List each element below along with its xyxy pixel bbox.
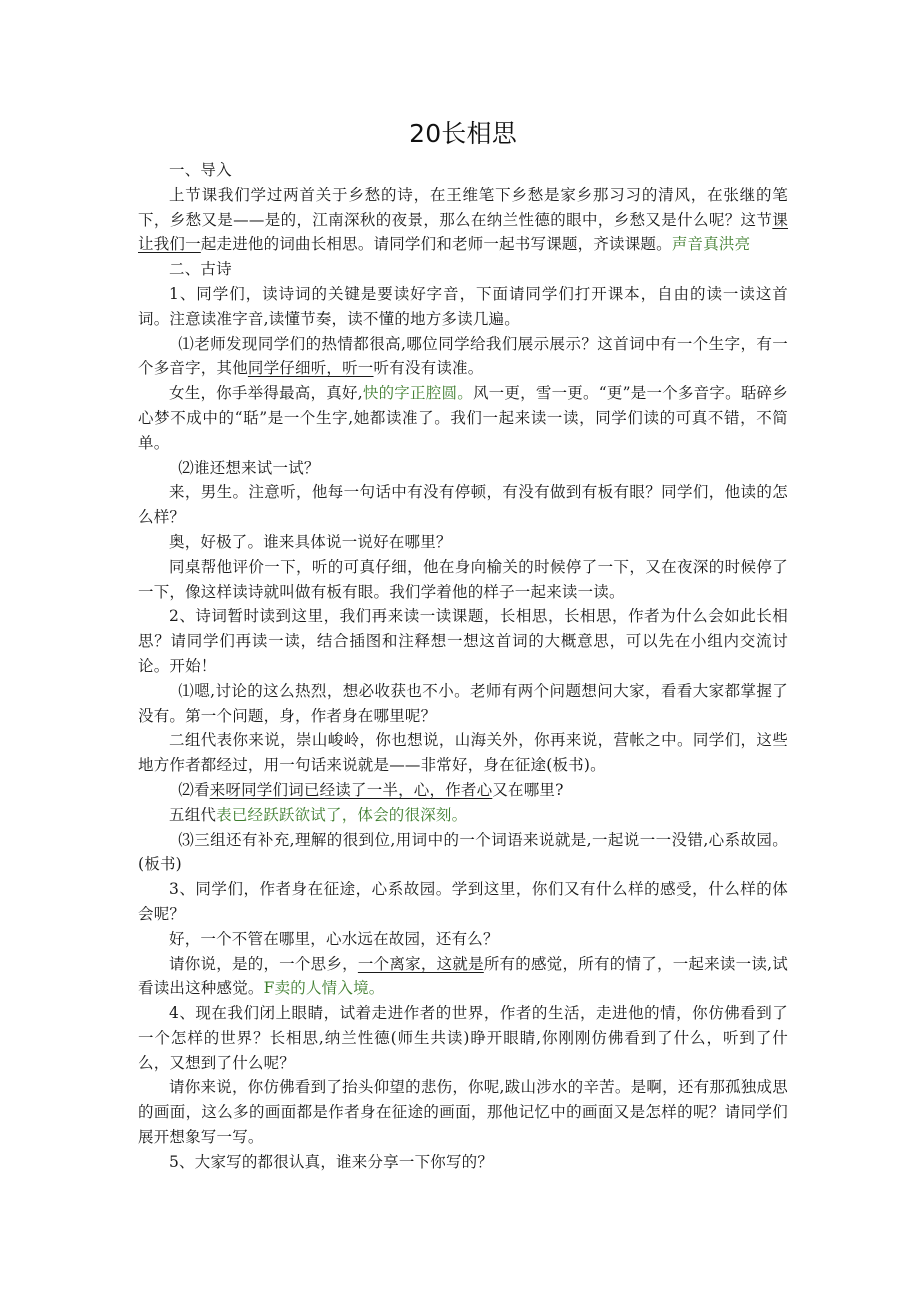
- paragraph-4-1: 请你来说，你仿佛看到了抬头仰望的悲伤，你呢,跋山涉水的辛苦。是啊，还有那孤独成思的画面，这么多的画面都是作者身在征途的画面，那他记忆中的画面又是怎样的呢？请同学们展开想象写一写。: [138, 1078, 788, 1147]
- annotation-text: 表已经跃跃欲试了，体会的很深刻。: [216, 805, 468, 824]
- paragraph-1-6: 同桌帮他评价一下，听的可真仔细，他在身向榆关的时候停了一下，又在夜深的时候停了一下，像这样读诗就叫做有板有眼。我们学着他的样子一起来读一读。: [138, 557, 788, 601]
- paragraph-2: 2、诗词暂时读到这里，我们再来读一读课题，长相思，长相思，作者为什么会如此长相思？请同学们再读一读，结合插图和注释想一想这首词的大概意思，可以先在小组内交流讨论。开始！: [138, 607, 788, 675]
- paragraph-1-2: 女生，你手举得最高，真好,快的字正腔圆。风一更，雪一更。“更”是一个多音字。聒碎乡心梦不成中的“聒”是一个生字,她都读准了。我们一起来读一读，同学们读的可真不错，不简单。: [138, 384, 788, 452]
- paragraph-1-1: ⑴老师发现同学们的热情都很高,哪位同学给我们展示展示？这首词中有一个生字，有一个多音字，其他同学仔细听，听一听有没有读准。: [138, 334, 788, 378]
- annotation-text: 快的字正腔圆。: [362, 384, 473, 403]
- page-title: 20长相思: [409, 119, 517, 148]
- paragraph-1-5: 奥，好极了。谁来具体说一说好在哪里？: [169, 532, 452, 551]
- section-heading-poem: 二、古诗: [169, 260, 232, 279]
- paragraph-2-2: 二组代表你来说，崇山峻岭，你也想说，山海关外，你再来说，营帐之中。同学们，这些地方作者都经过，用一句话来说就是——非常好，身在征途(板书)。: [138, 731, 788, 775]
- annotation-text: 声音真洪亮: [671, 235, 751, 254]
- paragraph-2-5: ⑶三组还有补充,理解的很到位,用词中的一个词语来说就是,一起说一一没错,心系故园。(板书): [138, 830, 788, 874]
- annotation-text: F卖的人情入境。: [263, 979, 385, 998]
- paragraph-intro: 上节课我们学过两首关于乡愁的诗，在王维笔下乡愁是家乡那习习的清风，在张继的笔下，乡愁又是——是的，江南深秋的夜景，那么在纳兰性德的眼中，乡愁又是什么呢？这节课让我们一起走进他的词曲长相思。请同学们和老师一起书写课题，齐读课题。声音真洪亮: [138, 185, 788, 254]
- paragraph-2-4: 五组代表已经跃跃欲试了，体会的很深刻。: [169, 805, 468, 824]
- document-body: [138, 112, 788, 1175]
- paragraph-3: 3、同学们，作者身在征途，心系故园。学到这里，你们又有什么样的感受，什么样的体会呢？: [138, 880, 788, 923]
- paragraph-1-3: ⑵谁还想来试一试？: [178, 458, 320, 477]
- paragraph-3-2: 请你说，是的，一个思乡，一个离家，这就是所有的感觉，所有的情了，一起来读一读,试看读出这种感觉。F卖的人情入境。: [138, 954, 788, 998]
- paragraph-1-4: 来，男生。注意听，他每一句话中有没有停顿，有没有做到有板有眼？同学们，他读的怎么样？: [138, 483, 788, 527]
- paragraph-3-1: 好，一个不管在哪里，心水远在故园，还有么？: [169, 929, 499, 948]
- paragraph-1: 1、同学们，读诗词的关键是要读好字音，下面请同学们打开课本，自由的读一读这首词。注意读准字音,读懂节奏，读不懂的地方多读几遍。: [138, 284, 788, 328]
- paragraph-2-1: ⑴嗯,讨论的这么热烈，想必收获也不小。老师有两个问题想问大家，看看大家都掌握了没有。第一个问题，身，作者身在哪里呢？: [138, 681, 788, 725]
- section-heading-intro: 一、导入: [169, 161, 232, 179]
- paragraph-2-3: ⑵看来呀同学们词已经读了一半，心，作者心又在哪里?: [178, 780, 564, 799]
- paragraph-5: 5、大家写的都很认真，谁来分享一下你写的？: [169, 1152, 494, 1171]
- paragraph-4: 4、现在我们闭上眼睛，试着走进作者的世界，作者的生活，走进他的情，你仿佛看到了一个怎样的世界？长相思,纳兰性德(师生共读)睁开眼睛,你刚刚仿佛看到了什么，听到了什么，又想到了什么呢？: [138, 1004, 788, 1072]
